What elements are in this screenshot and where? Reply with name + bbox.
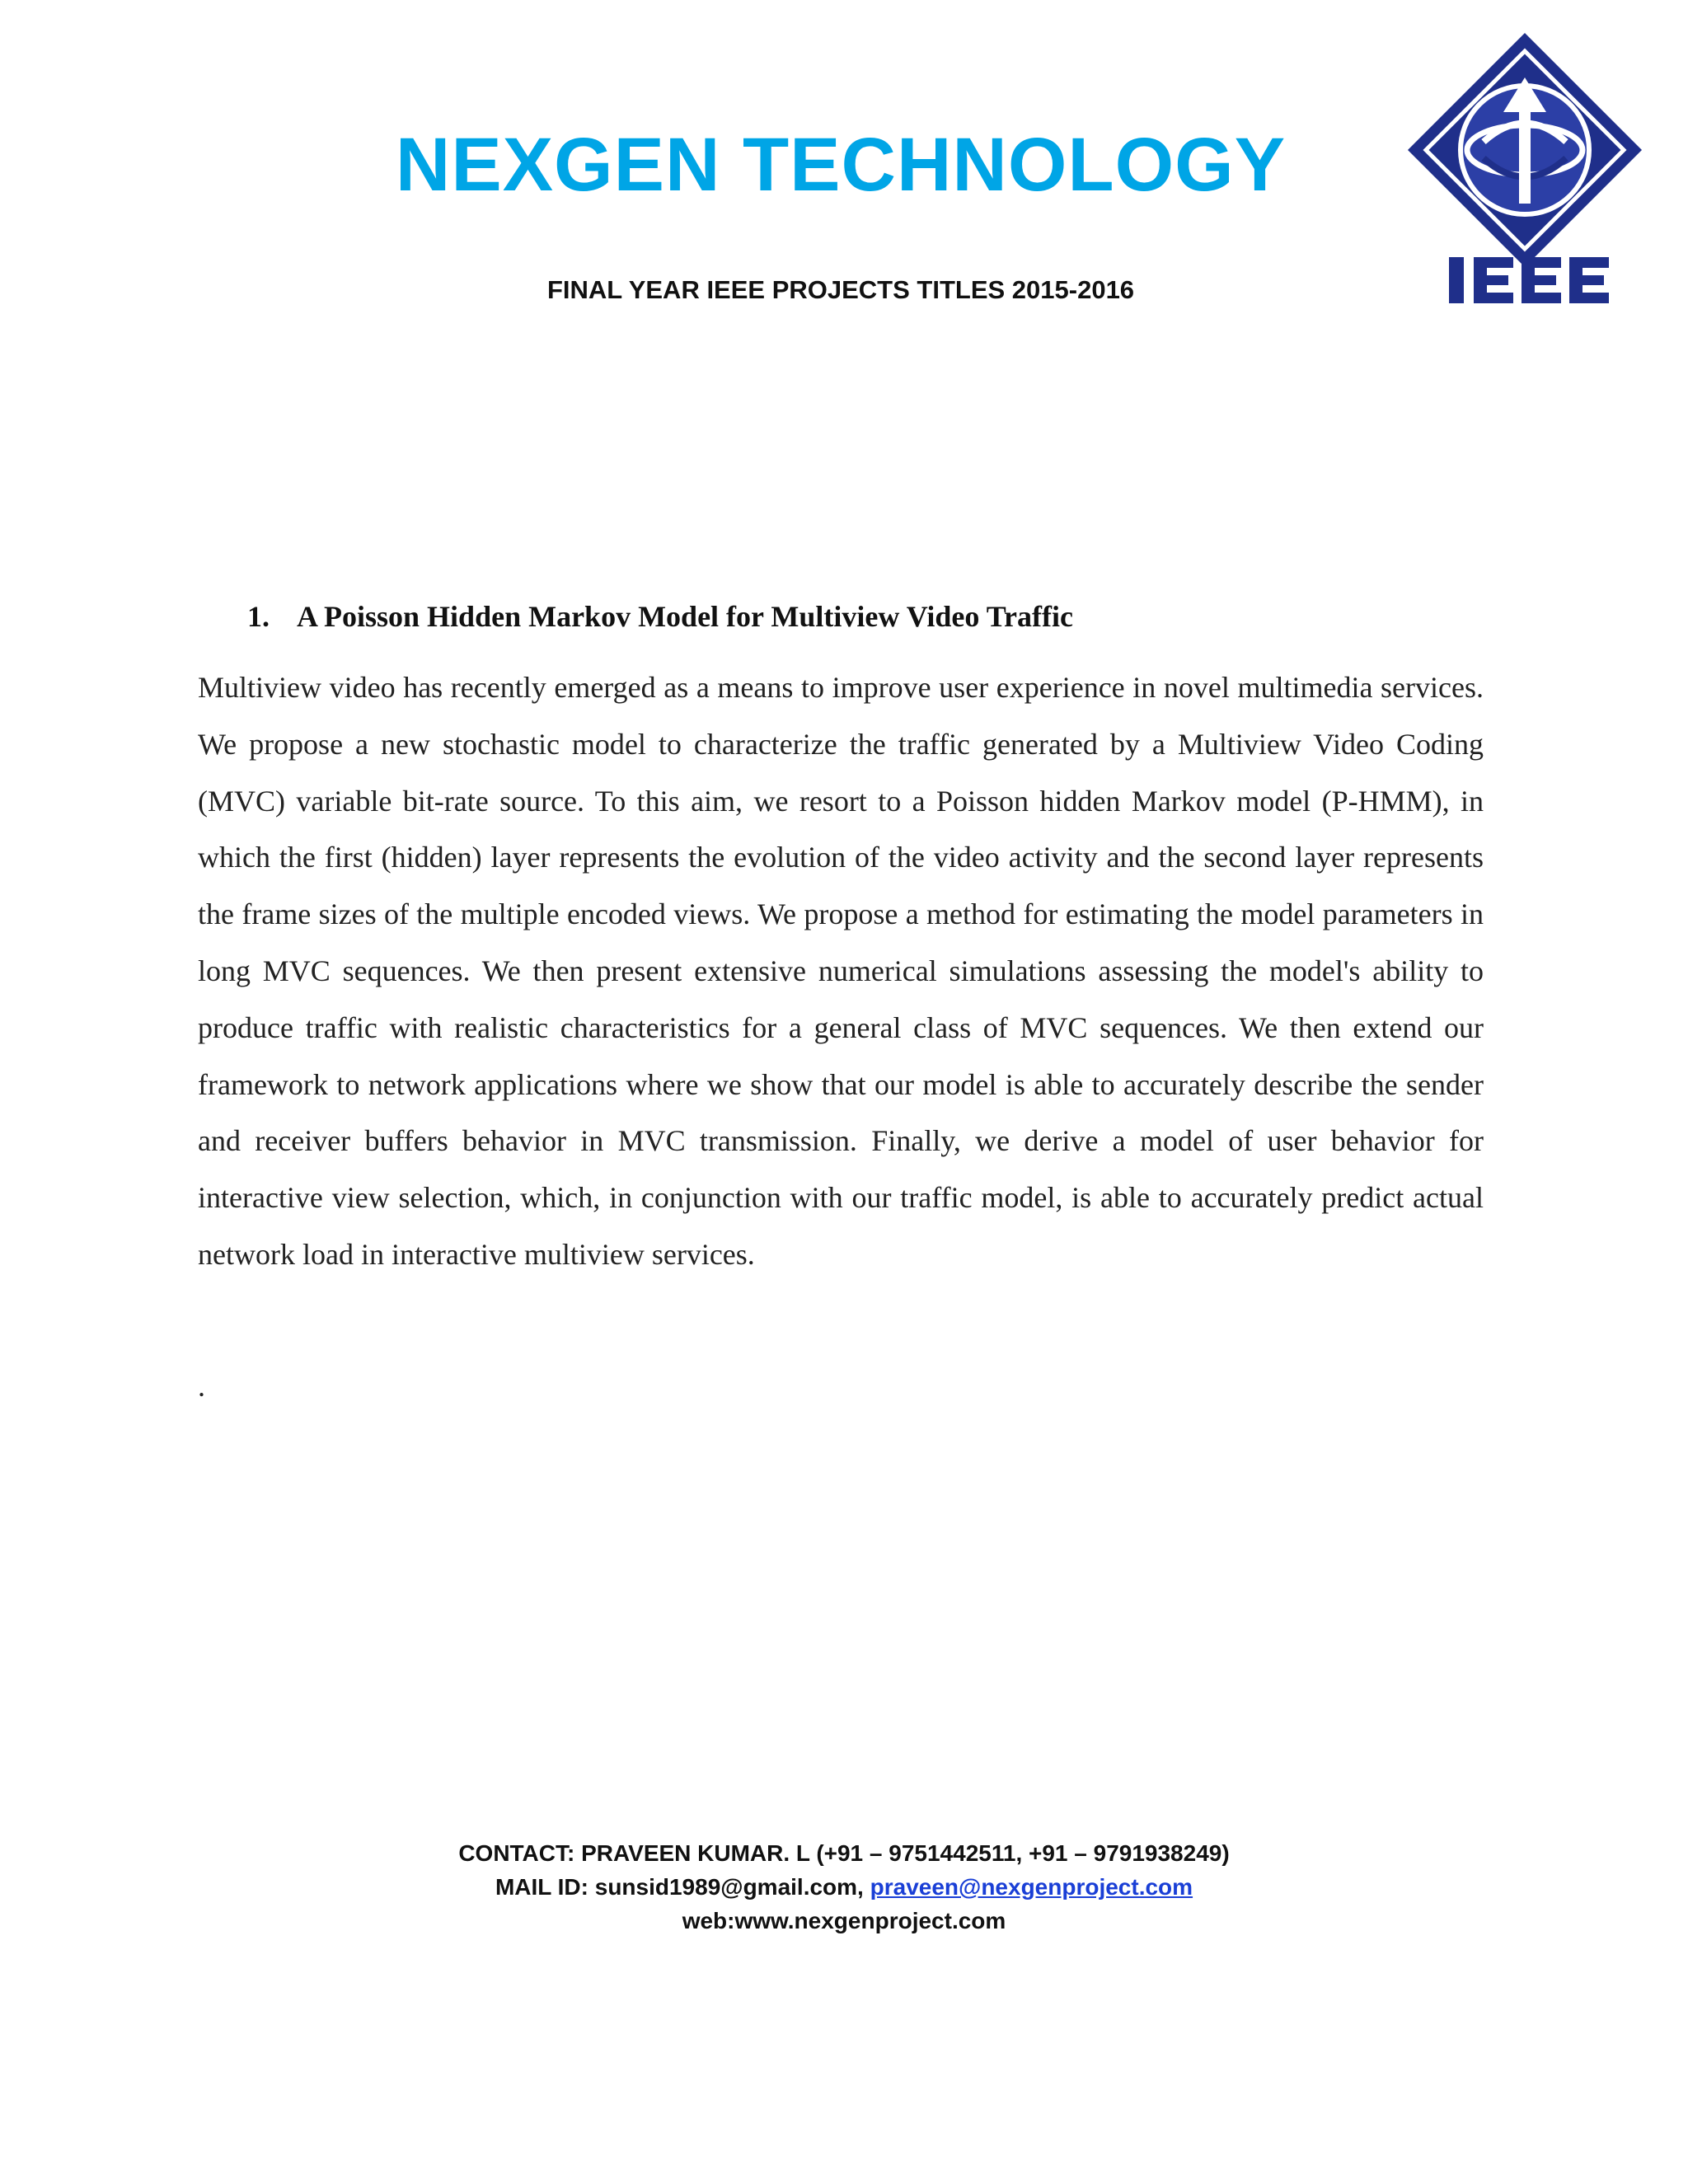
- mail-id-text: MAIL ID: sunsid1989@gmail.com,: [495, 1874, 864, 1900]
- contact-line: CONTACT: PRAVEEN KUMAR. L (+91 – 9751442511, +91 – 9791938249): [458, 1840, 1230, 1866]
- trailing-period: .: [198, 1370, 205, 1403]
- document-subtitle: FINAL YEAR IEEE PROJECTS TITLES 2015-2016: [546, 275, 1135, 304]
- project-number: 1.: [247, 600, 270, 633]
- organization-title: NEXGEN TECHNOLOGY: [395, 123, 1287, 207]
- project-title: [247, 596, 1500, 637]
- project-title-text: A Poisson Hidden Markov Model for Multiview Video Traffic: [297, 600, 1073, 633]
- ieee-logo-icon: [1401, 26, 1648, 307]
- mail-line: [247, 1870, 1441, 1904]
- contact-footer: [247, 1836, 1441, 1938]
- email-link[interactable]: praveen@nexgenproject.com: [870, 1874, 1193, 1900]
- website-line: web:www.nexgenproject.com: [682, 1908, 1006, 1933]
- project-abstract: Multiview video has recently emerged as a means to improve user experience in novel multimedia services. We propose a new stochastic model to characterize the traffic generated by a Multiview Video Coding (MVC) variable bit-rate source. To this aim, we resort to a Poisson hidden Markov model (P-HMM), in which the first (hidden) layer represents the evolution of the video activity and the second layer represents the frame sizes of the multiple encoded views. We propose a method for estimating the model parameters in long MVC sequences. We then present extensive numerical simulations assessing the model's ability to produce traffic with realistic characteristics for a general class of MVC sequences. We then extend our framework to network applications where we show that our model is able to accurately describe the sender and receiver buffers behavior in MVC transmission. Finally, we derive a model of user behavior for interactive view selection, which, in conjunction with our traffic model, is able to accurately predict actual network load in interactive multiview services.: [198, 671, 1484, 1271]
